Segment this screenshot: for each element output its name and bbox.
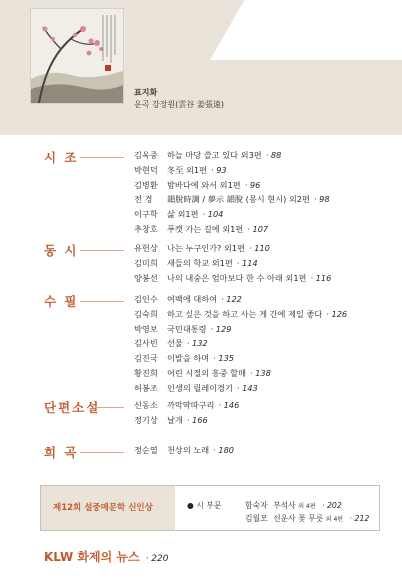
award-box [40,485,380,531]
entry-author: 유헌상 [134,243,158,253]
entry-page: · 129 [210,323,232,334]
toc-entry[interactable] [134,309,347,320]
award-category: ● 시 부문 [187,501,222,510]
award-entry-page: · 202 [322,501,342,510]
entry-title: 인생의 릴레이경기 [167,382,233,393]
cover-artist: 운곡 강장원(雲谷 姜張遠) [134,100,224,109]
entry-page: · 166 [186,414,208,425]
toc-entry[interactable] [134,165,227,176]
entry-author: 추창호 [134,224,158,234]
section-title: 동 시 [44,243,79,258]
section-divider [80,452,124,453]
entry-author: 허봉조 [134,382,158,393]
entry-page: · 114 [236,257,258,268]
section-title: 수 필 [44,294,79,309]
award-entry[interactable] [245,500,342,511]
cover-label: 표지화 [134,88,158,97]
entry-title: 어린 시절의 흥중 할매 [167,368,246,378]
entry-page: · 138 [250,368,271,378]
award-entry-extra: 외 4편 [298,503,316,510]
entry-author: 김숙희 [134,308,158,319]
entry-page: · 88 [265,150,282,160]
entry-title: 국민대통령 [167,323,207,334]
award-entry-author: 김월모 [245,514,268,523]
entry-title: 여백에 대하여 [167,294,218,304]
entry-author: 김미희 [134,257,158,268]
entry-page: · 146 [218,400,240,410]
entry-title: 삶 외1편 [167,209,199,220]
toc-entry[interactable] [134,224,268,235]
entry-page: · 126 [326,308,348,319]
toc-entry[interactable] [134,338,208,349]
entry-page: · 96 [244,179,261,190]
toc-entry[interactable] [134,400,239,411]
section-title: 시 조 [44,150,79,165]
entry-page: · 93 [211,164,227,175]
award-entry-work: 부석사 [273,501,296,510]
entry-title: 푸캣 가는 길에 외1편 [167,224,244,234]
entry-author: 이구학 [134,209,158,220]
entry-author: 박현덕 [134,164,158,175]
entry-title: 나는 누구인가? 외1편 [167,243,246,253]
toc-entry[interactable] [134,415,208,426]
entry-page: · 98 [313,194,330,205]
entry-title: 하고 싶은 것을 하고 사는 게 간에 제일 좋다 [167,308,323,319]
entry-author: 양봉선 [134,272,158,283]
entry-title: 새들의 학교 외1편 [167,257,233,268]
award-entry-work: 선운사 꽃 무릇 [273,514,324,523]
toc-entry[interactable] [134,368,271,379]
toc-entry[interactable] [134,383,258,394]
entry-author: 김병환 [134,179,158,190]
toc-entry[interactable] [134,180,260,191]
entry-author: 황진희 [134,368,158,378]
entry-page: · 135 [213,353,234,364]
entry-title: 선물 [167,338,183,349]
entry-author: 김인수 [134,294,158,304]
section-title: 희 곡 [44,445,79,460]
section-divider [80,157,124,158]
award-entry[interactable] [245,513,369,524]
award-entry-extra: 외 4편 [325,516,344,523]
entry-page: · 180 [213,445,234,455]
entry-title: 날개 [167,414,183,425]
news-title: KLW 화제의 뉴스 [44,550,140,564]
entry-page: · 132 [186,338,208,349]
award-entry-page: · 212 [349,514,370,523]
entry-title: 천상의 노래 [167,445,210,455]
entry-page: · 107 [247,224,269,234]
toc-entry[interactable] [134,194,330,205]
entry-author: 김사빈 [134,338,158,349]
entry-page: · 104 [202,209,224,220]
entry-author: 정기상 [134,414,158,425]
header-cut [210,0,402,60]
entry-author: 박영보 [134,323,158,334]
entry-page: · 116 [310,272,332,283]
entry-author: 김옥중 [134,150,158,160]
toc-entry[interactable] [134,445,234,456]
entry-title: 나의 내숭은 엄마보다 한 수 아래 외1편 [167,272,307,283]
entry-author: 정순열 [134,445,158,455]
section-divider [80,250,124,251]
toc-entry[interactable] [134,243,270,254]
award-title: 제12회 설중매문학 신인상 [53,503,153,513]
award-title-panel [41,486,175,530]
cover-painting [30,8,124,104]
toc-entry[interactable] [134,150,281,161]
toc-entry[interactable] [134,353,234,364]
toc-entry[interactable] [134,258,258,269]
entry-title: 하늘 마당 쓸고 있다 외3편 [167,150,262,160]
section-divider [80,301,124,302]
entry-page: · 122 [221,294,242,304]
entry-title: 冬至 외1편 [167,164,208,175]
news-page: · 220 [145,554,169,564]
section-title: 단편소설 [44,400,101,415]
entry-author: 전 경 [134,194,153,205]
news-entry[interactable] [44,548,168,565]
entry-author: 김진국 [134,353,158,364]
toc-entry[interactable] [134,324,231,335]
entry-page: · 143 [236,382,258,393]
entry-title: 이발을 하며 [167,353,210,364]
cover-caption [134,87,224,111]
award-entry-author: 함숙자 [245,501,268,510]
entry-author: 신동소 [134,400,158,410]
toc-entry[interactable] [134,273,331,284]
entry-title: 까막딱따구리 [167,400,215,410]
section-divider [96,407,124,408]
entry-page: · 110 [249,243,270,253]
toc-entry[interactable] [134,209,223,220]
toc-entry[interactable] [134,294,242,305]
entry-title: 밤바다에 와서 외1편 [167,179,241,190]
entry-title: 韻脫時調 / 夢示 韻脫 (몽시 현시) 외2편 [167,194,310,205]
